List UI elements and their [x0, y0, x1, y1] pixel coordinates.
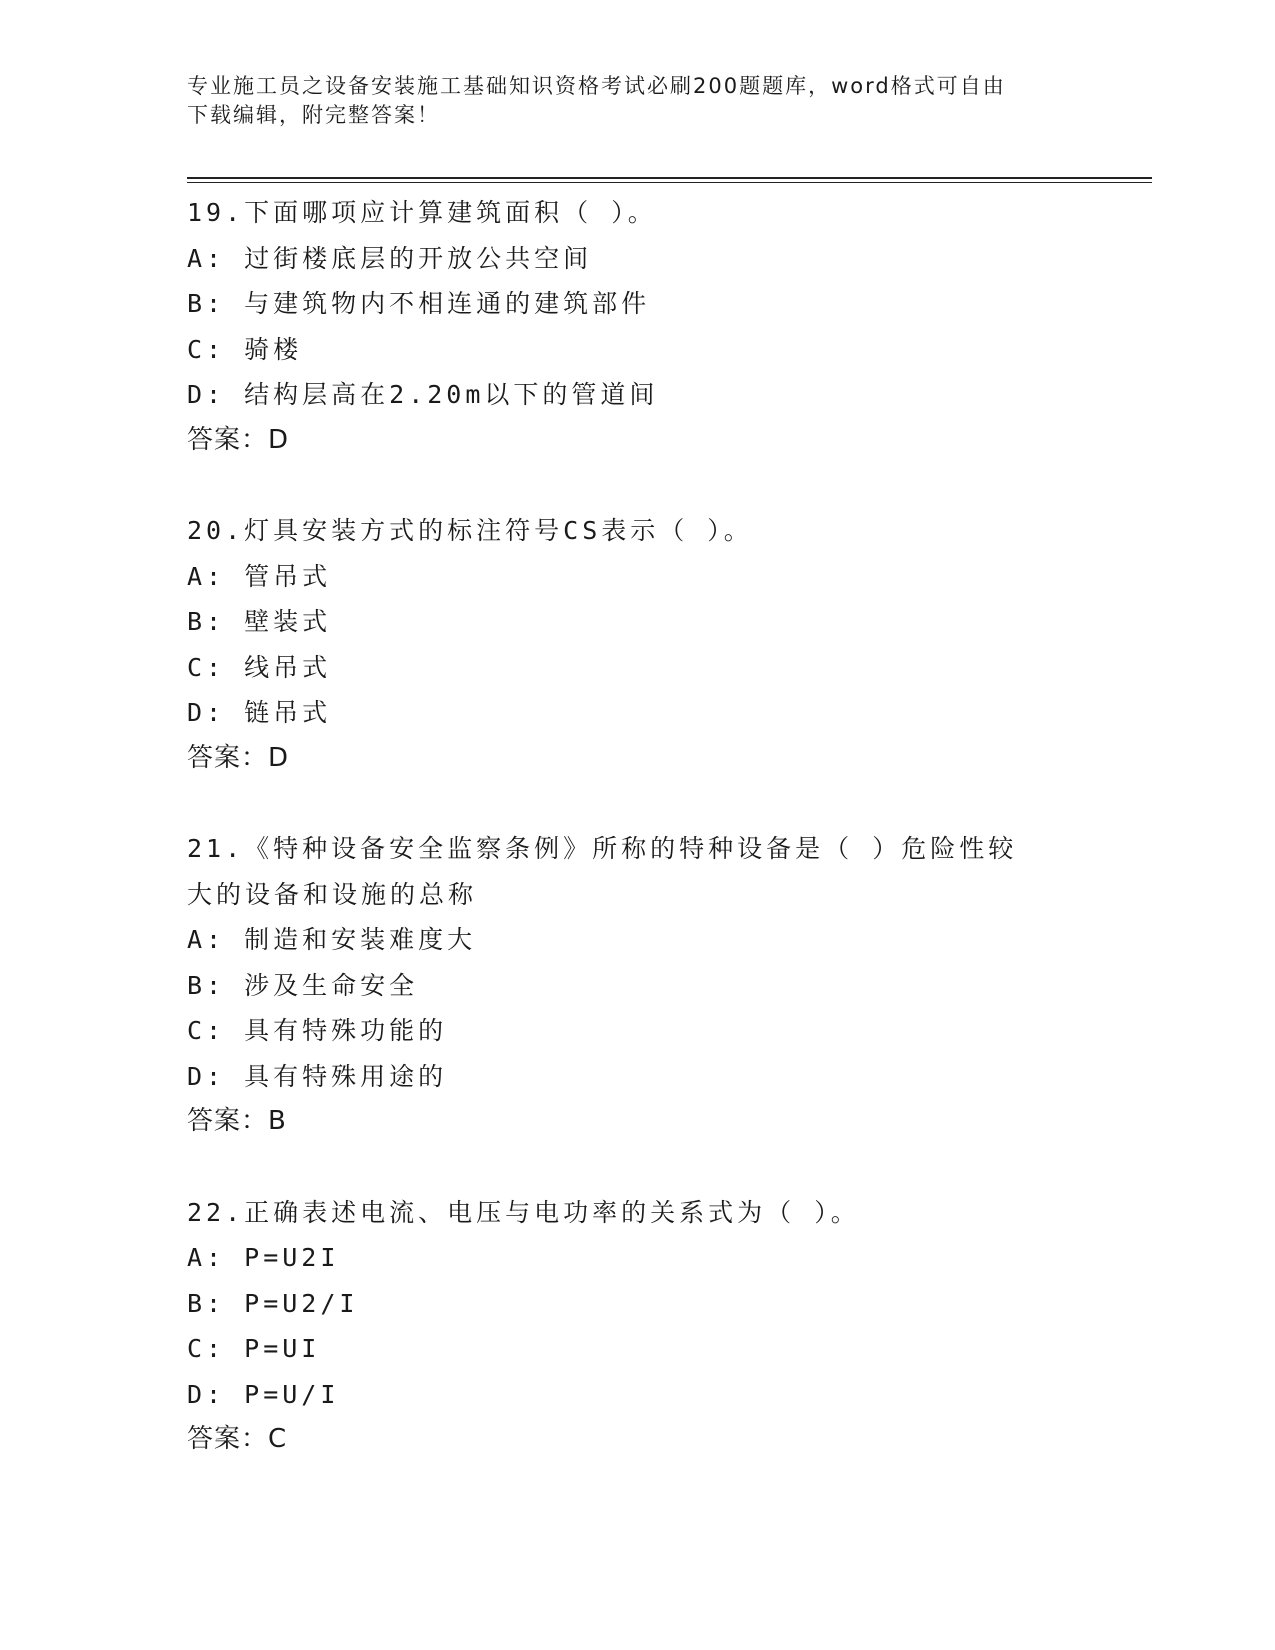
option-b: B: P=U2/I [187, 1288, 359, 1318]
option-d: D: 结构层高在2.20m以下的管道间 [187, 380, 659, 409]
header-divider-thin [187, 182, 1152, 183]
question-stem: 21.《特种设备安全监察条例》所称的特种设备是（ ）危险性较大的设备和设施的总称 [187, 834, 1018, 909]
option-d: D: 链吊式 [187, 698, 332, 727]
document-header [187, 72, 1067, 130]
option-a: A: 过街楼底层的开放公共空间 [187, 243, 593, 273]
option-b: B: 涉及生命安全 [187, 970, 419, 1000]
question-19 [187, 190, 1067, 463]
option-c: C: P=UI [187, 1334, 321, 1363]
option-d: D: P=U/I [187, 1379, 340, 1409]
question-stem: 19.下面哪项应计算建筑面积（ ）。 [187, 198, 657, 227]
question-list [187, 190, 1067, 1508]
answer-line: 答案：B [187, 1106, 287, 1136]
answer-line: 答案：C [187, 1424, 288, 1454]
option-a: A: 制造和安装难度大 [187, 925, 477, 954]
answer-line: 答案：D [187, 424, 290, 455]
question-22 [187, 1190, 1067, 1463]
option-c: C: 具有特殊功能的 [187, 1016, 448, 1045]
question-stem: 22.正确表述电流、电压与电功率的关系式为（ ）。 [187, 1197, 860, 1227]
option-b: B: 壁装式 [187, 607, 332, 636]
header-line-2: 下载编辑，附完整答案！ [187, 103, 440, 127]
question-20 [187, 508, 1067, 781]
option-c: C: 骑楼 [187, 334, 303, 364]
question-21 [187, 826, 1067, 1145]
option-c: C: 线吊式 [187, 652, 332, 682]
header-line-1: 专业施工员之设备安装施工基础知识资格考试必刷200题题库，word格式可自由 [187, 74, 1006, 98]
option-b: B: 与建筑物内不相连通的建筑部件 [187, 289, 651, 318]
header-divider-thick [187, 177, 1152, 179]
option-a: A: P=U2I [187, 1243, 340, 1272]
answer-line: 答案：D [187, 742, 290, 773]
option-d: D: 具有特殊用途的 [187, 1061, 448, 1091]
question-stem: 20.灯具安装方式的标注符号CS表示（ ）。 [187, 516, 753, 545]
option-a: A: 管吊式 [187, 561, 332, 591]
